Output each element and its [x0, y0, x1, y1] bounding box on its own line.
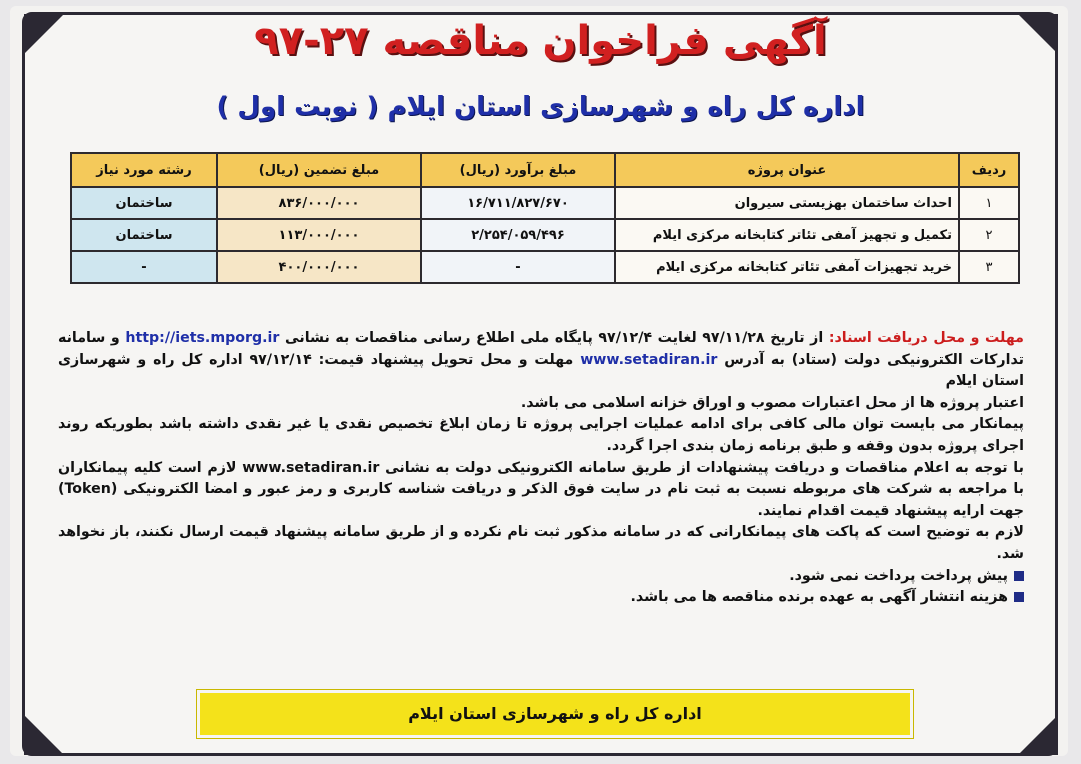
- row-number: ۲: [959, 219, 1019, 251]
- deadline-text: مهلت و محل تحویل پیشنهاد قیمت: ۹۷/۱۲/۱۴ اداره کل راه و شهرسازی استان ایلام: [58, 351, 1024, 390]
- project-title: تکمیل و تجهیز آمفی تئاتر کتابخانه مرکزی ایلام: [615, 219, 959, 251]
- deadline-text: از تاریخ ۹۷/۱۱/۲۸ لغایت ۹۷/۱۲/۴ پایگاه ملی اطلاع رسانی مناقصات به نشانی: [285, 330, 824, 346]
- contractor-paragraph: پیمانکار می بایست توان مالی کافی برای ادامه عملیات اجرایی پروژه تا زمان ابلاغ تخصیص نقدی یا غیر نقدی داشته باشد بطوریکه روند اجرای پروژه بدون وقفه و طبق برنامه زمان بندی اجرا گردد.: [58, 416, 1024, 454]
- table-header-row: [71, 153, 1019, 187]
- tender-table: [70, 152, 1020, 284]
- estimate-amount: ۲/۲۵۴/۰۵۹/۴۹۶: [421, 219, 615, 251]
- iets-link[interactable]: http://iets.mporg.ir: [125, 330, 280, 346]
- square-bullet-icon: [1014, 571, 1024, 581]
- required-field: ساختمان: [71, 187, 217, 219]
- project-title: احداث ساختمان بهزیستی سیروان: [615, 187, 959, 219]
- row-number: ۱: [959, 187, 1019, 219]
- bullet-text: پیش پرداخت پرداخت نمی شود.: [789, 567, 1008, 584]
- footer-banner: اداره کل راه و شهرسازی استان ایلام: [200, 693, 910, 735]
- col-header-row-number: ردیف: [959, 153, 1019, 187]
- deadline-paragraph: [58, 328, 1024, 393]
- bullet-text: هزینه انتشار آگهی به عهده برنده مناقصه ها می باشد.: [630, 589, 1008, 606]
- corner-ornament: [24, 715, 64, 755]
- square-bullet-icon: [1014, 592, 1024, 602]
- required-field: -: [71, 251, 217, 283]
- setad-link[interactable]: www.setadiran.ir: [580, 351, 718, 368]
- col-header-field: رشته مورد نیاز: [71, 153, 217, 187]
- estimate-amount: ۱۶/۷۱۱/۸۲۷/۶۷۰: [421, 187, 615, 219]
- col-header-project-title: عنوان پروژه: [615, 153, 959, 187]
- table-row: [71, 219, 1019, 251]
- guarantee-amount: ۴۰۰/۰۰۰/۰۰۰: [217, 251, 421, 283]
- project-title: خرید تجهیزات آمفی تئاتر کتابخانه مرکزی ایلام: [615, 251, 959, 283]
- setad-paragraph: [58, 458, 1024, 523]
- required-field: ساختمان: [71, 219, 217, 251]
- deadline-text: و سامانه تدارکات الکترونیکی دولت (ستاد) به آدرس: [58, 330, 1024, 368]
- setad-text: لازم است کلیه پیمانکاران با مراجعه به شرکت های مربوطه نسبت به ثبت نام در سایت فوق الذکر و دریافت شناسه کاربری و رمز عبور و امضا الکترونیکی (Token) جهت ارایه پیشنهاد قیمت اقدام نمایند.: [58, 459, 1024, 519]
- setad-text: با توجه به اعلام مناقصات و دریافت پیشنهادات از طریق سامانه الکترونیکی دولت به نشانی: [385, 459, 1024, 476]
- row-number: ۳: [959, 251, 1019, 283]
- corner-ornament: [1018, 715, 1058, 755]
- guarantee-amount: ۸۳۶/۰۰۰/۰۰۰: [217, 187, 421, 219]
- col-header-guarantee: مبلغ تضمین (ریال): [217, 153, 421, 187]
- bullet-item: [58, 566, 1024, 588]
- ad-subtitle: اداره کل راه و شهرسازی استان ایلام ( نوبت اول ): [216, 92, 865, 122]
- ad-body: [58, 328, 1024, 609]
- estimate-amount: -: [421, 251, 615, 283]
- table-row: [71, 187, 1019, 219]
- deadline-label: مهلت و محل دریافت اسناد:: [828, 330, 1024, 346]
- bullet-item: [58, 587, 1024, 609]
- setad-link[interactable]: www.setadiran.ir: [242, 459, 380, 476]
- col-header-estimate: مبلغ برآورد (ریال): [421, 153, 615, 187]
- guarantee-amount: ۱۱۳/۰۰۰/۰۰۰: [217, 219, 421, 251]
- ad-title: آگهی فراخوان مناقصه ۲۷-۹۷: [254, 18, 827, 64]
- budget-paragraph: اعتبار پروژه ها از محل اعتبارات مصوب و اوراق خزانه اسلامی می باشد.: [520, 394, 1024, 411]
- table-row: [71, 251, 1019, 283]
- note-paragraph: لازم به توضیح است که پاکت های پیمانکارانی که در سامانه مذکور ثبت نام نکرده و از طریق سامانه پیشنهاد قیمت ارسال نکنند، باز نخواهد شد.: [58, 524, 1024, 562]
